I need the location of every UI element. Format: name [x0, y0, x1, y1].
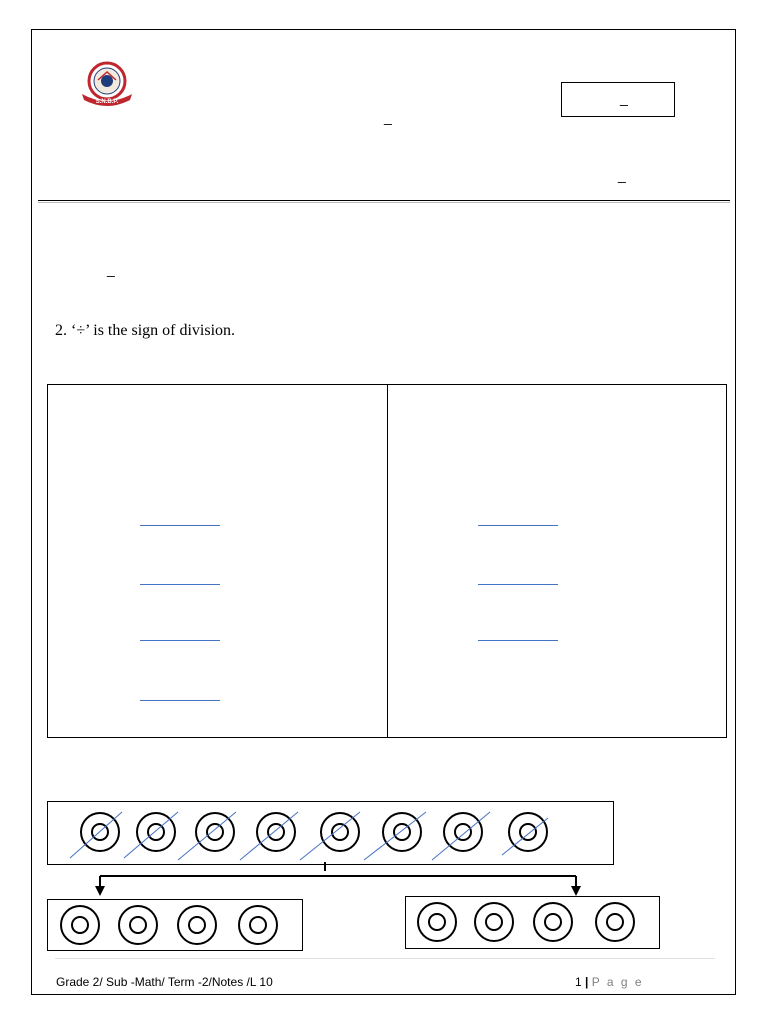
strike-line [240, 812, 298, 860]
footer-course-info: Grade 2/ Sub -Math/ Term -2/Notes /L 10 [56, 975, 273, 989]
ring-icon [533, 902, 573, 942]
footer-page-info [575, 975, 644, 989]
strike-line [70, 812, 122, 858]
division-sign-note: 2. ‘÷’ is the sign of division. [55, 322, 236, 339]
strike-line [502, 818, 548, 855]
strike-line [364, 812, 426, 860]
ring-icon [118, 905, 158, 945]
right-arrow-head [571, 886, 581, 896]
header-dash-right: _ [618, 167, 626, 183]
page-label: P a g e [591, 975, 644, 989]
body-dash: _ [107, 261, 115, 277]
ring-icon [177, 905, 217, 945]
strike-line [124, 812, 178, 858]
header-box-dash: _ [620, 90, 628, 106]
header-dash-center: _ [384, 109, 392, 125]
page-separator: | [585, 975, 589, 989]
page-number: 1 [575, 975, 582, 989]
strike-line [432, 812, 490, 860]
ring-icon [595, 902, 635, 942]
footer-divider [55, 958, 715, 959]
ring-icon [417, 902, 457, 942]
strike-line [178, 812, 236, 860]
ring-icon [474, 902, 514, 942]
ring-icon [238, 905, 278, 945]
strike-line [300, 812, 360, 860]
left-arrow-head [95, 886, 105, 896]
ring-icon [60, 905, 100, 945]
logo-text: S.N.B.P. [95, 99, 119, 105]
